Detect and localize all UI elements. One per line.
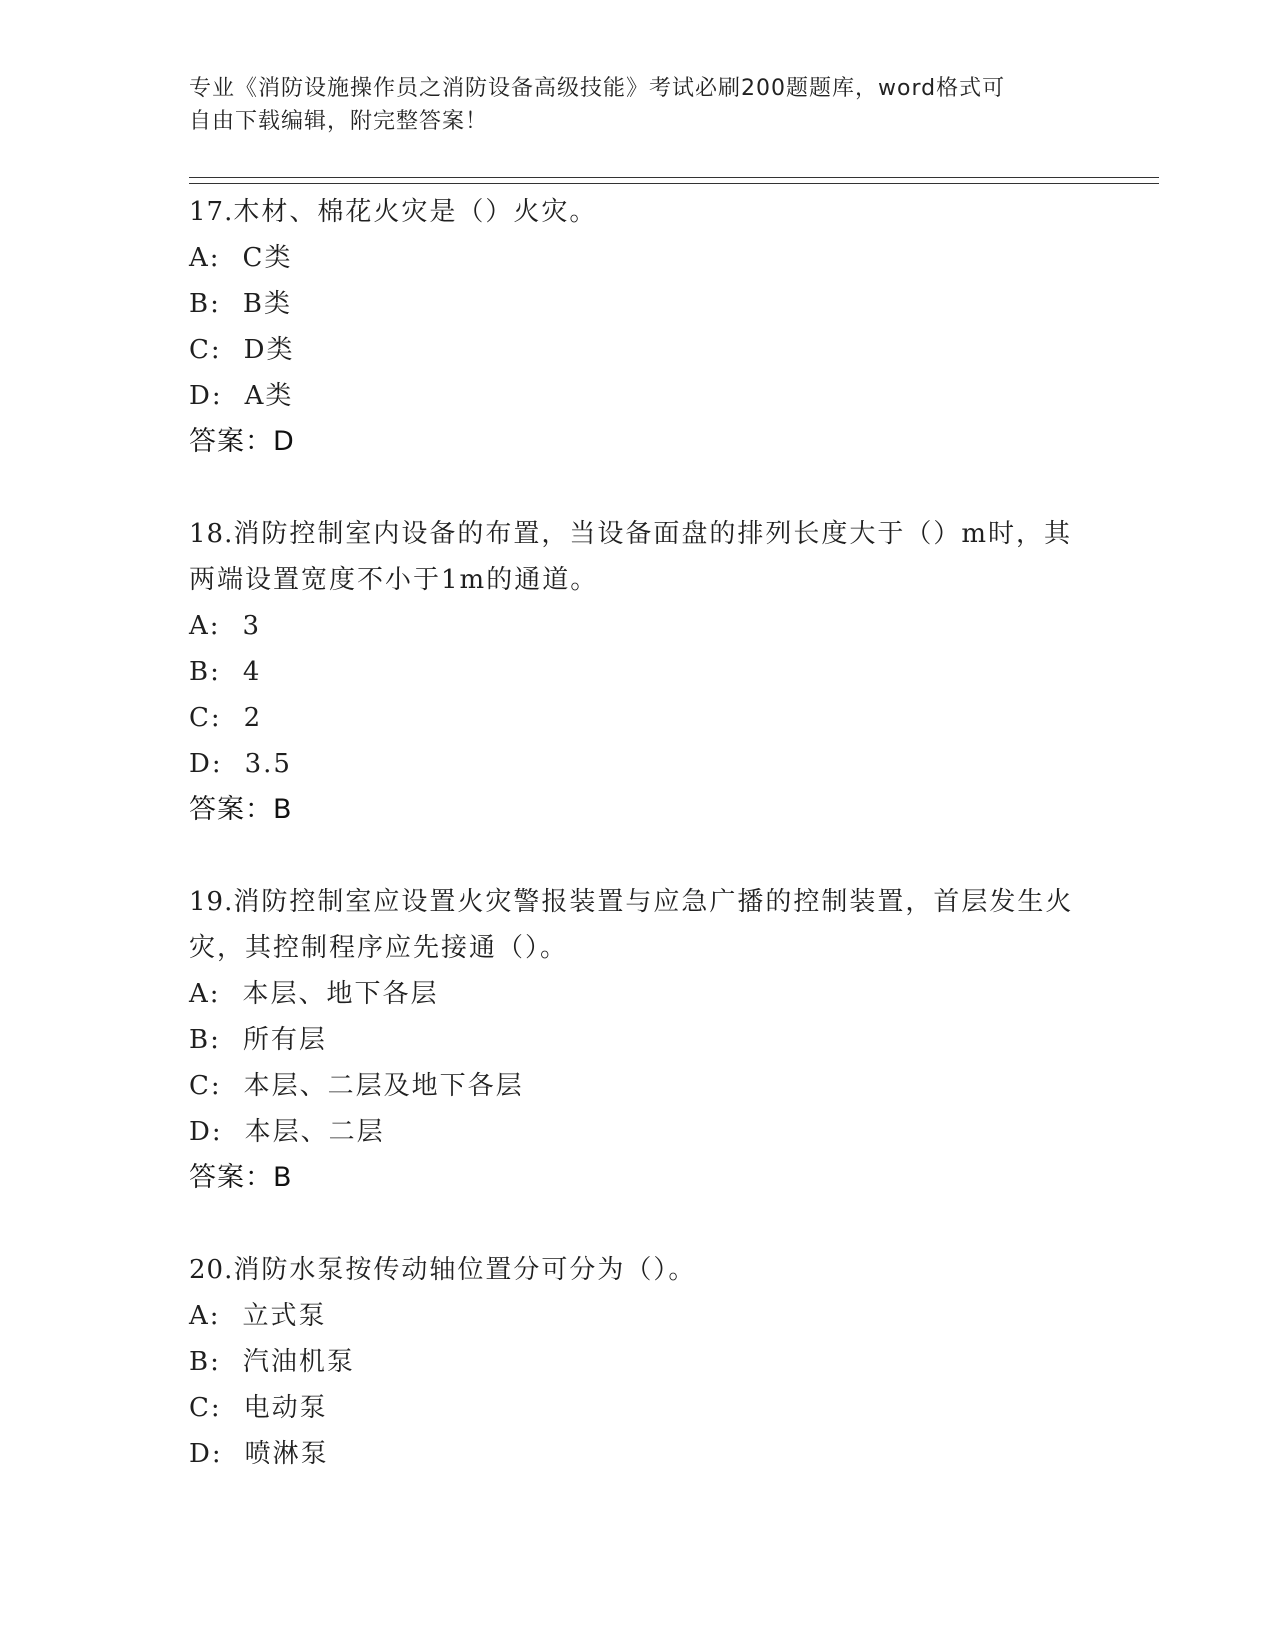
question-text: 消防控制室内设备的布置，当设备面盘的排列长度大于（）m时，其两端设置宽度不小于1m的通道。	[189, 519, 1073, 595]
option-text: 3	[242, 611, 262, 641]
question-number: 17.	[189, 197, 234, 227]
answer-value: B	[273, 1162, 293, 1193]
option-letter: C:	[189, 1071, 222, 1101]
option-letter: B:	[189, 1347, 221, 1377]
option-a	[189, 1293, 1089, 1339]
option-text: C类	[242, 243, 293, 273]
option-letter: A:	[189, 611, 221, 641]
answer-label: 答案：	[189, 426, 273, 457]
option-text: 本层、二层	[244, 1117, 385, 1147]
answer-line	[189, 787, 1089, 833]
option-b	[189, 281, 1089, 327]
option-letter: D:	[189, 381, 223, 411]
question-20	[189, 1247, 1089, 1477]
option-text: 立式泵	[242, 1301, 327, 1331]
option-a	[189, 235, 1089, 281]
option-text: 喷淋泵	[244, 1439, 329, 1469]
option-text: 4	[242, 657, 262, 687]
option-text: 本层、二层及地下各层	[243, 1071, 524, 1101]
header-divider-bottom	[189, 183, 1159, 184]
answer-line	[189, 1155, 1089, 1201]
question-stem	[189, 1247, 1089, 1293]
option-letter: C:	[189, 703, 222, 733]
option-text: 本层、地下各层	[242, 979, 439, 1009]
question-stem	[189, 879, 1089, 971]
option-letter: B:	[189, 657, 221, 687]
option-letter: C:	[189, 1393, 222, 1423]
option-letter: D:	[189, 749, 223, 779]
option-c	[189, 327, 1089, 373]
option-d	[189, 1109, 1089, 1155]
option-text: D类	[243, 335, 295, 365]
question-list	[189, 189, 1089, 1523]
option-letter: D:	[189, 1117, 223, 1147]
document-header	[189, 72, 1089, 138]
option-b	[189, 1017, 1089, 1063]
option-letter: A:	[189, 1301, 221, 1331]
option-letter: C:	[189, 335, 222, 365]
header-line-2: 自由下载编辑，附完整答案！	[189, 109, 489, 134]
answer-value: D	[273, 426, 295, 457]
option-c	[189, 1385, 1089, 1431]
option-a	[189, 603, 1089, 649]
option-c	[189, 1063, 1089, 1109]
option-letter: A:	[189, 979, 221, 1009]
option-letter: B:	[189, 289, 221, 319]
option-text: 3.5	[244, 749, 292, 779]
option-text: A类	[244, 381, 294, 411]
question-stem	[189, 189, 1089, 235]
question-19	[189, 879, 1089, 1201]
option-text: 2	[243, 703, 263, 733]
option-text: 所有层	[242, 1025, 327, 1055]
option-d	[189, 373, 1089, 419]
option-text: 汽油机泵	[242, 1347, 355, 1377]
header-line-1: 专业《消防设施操作员之消防设备高级技能》考试必刷200题题库，word格式可	[189, 76, 1006, 101]
header-divider-top	[189, 177, 1159, 178]
question-17	[189, 189, 1089, 465]
question-stem	[189, 511, 1089, 603]
option-a	[189, 971, 1089, 1017]
question-18	[189, 511, 1089, 833]
option-b	[189, 649, 1089, 695]
answer-value: B	[273, 794, 293, 825]
answer-label: 答案：	[189, 1162, 273, 1193]
question-text: 消防控制室应设置火灾警报装置与应急广播的控制装置，首层发生火灾，其控制程序应先接通（）。	[189, 887, 1074, 963]
option-b	[189, 1339, 1089, 1385]
option-c	[189, 695, 1089, 741]
option-letter: B:	[189, 1025, 221, 1055]
question-text: 木材、棉花火灾是（）火灾。	[233, 197, 598, 227]
question-number: 18.	[189, 519, 234, 549]
answer-line	[189, 419, 1089, 465]
option-text: 电动泵	[243, 1393, 328, 1423]
question-number: 20.	[189, 1255, 234, 1285]
option-d	[189, 1431, 1089, 1477]
answer-label: 答案：	[189, 794, 273, 825]
option-d	[189, 741, 1089, 787]
question-number: 19.	[189, 887, 234, 917]
option-letter: A:	[189, 243, 221, 273]
option-letter: D:	[189, 1439, 223, 1469]
option-text: B类	[242, 289, 292, 319]
question-text: 消防水泵按传动轴位置分可分为（）。	[233, 1255, 697, 1285]
